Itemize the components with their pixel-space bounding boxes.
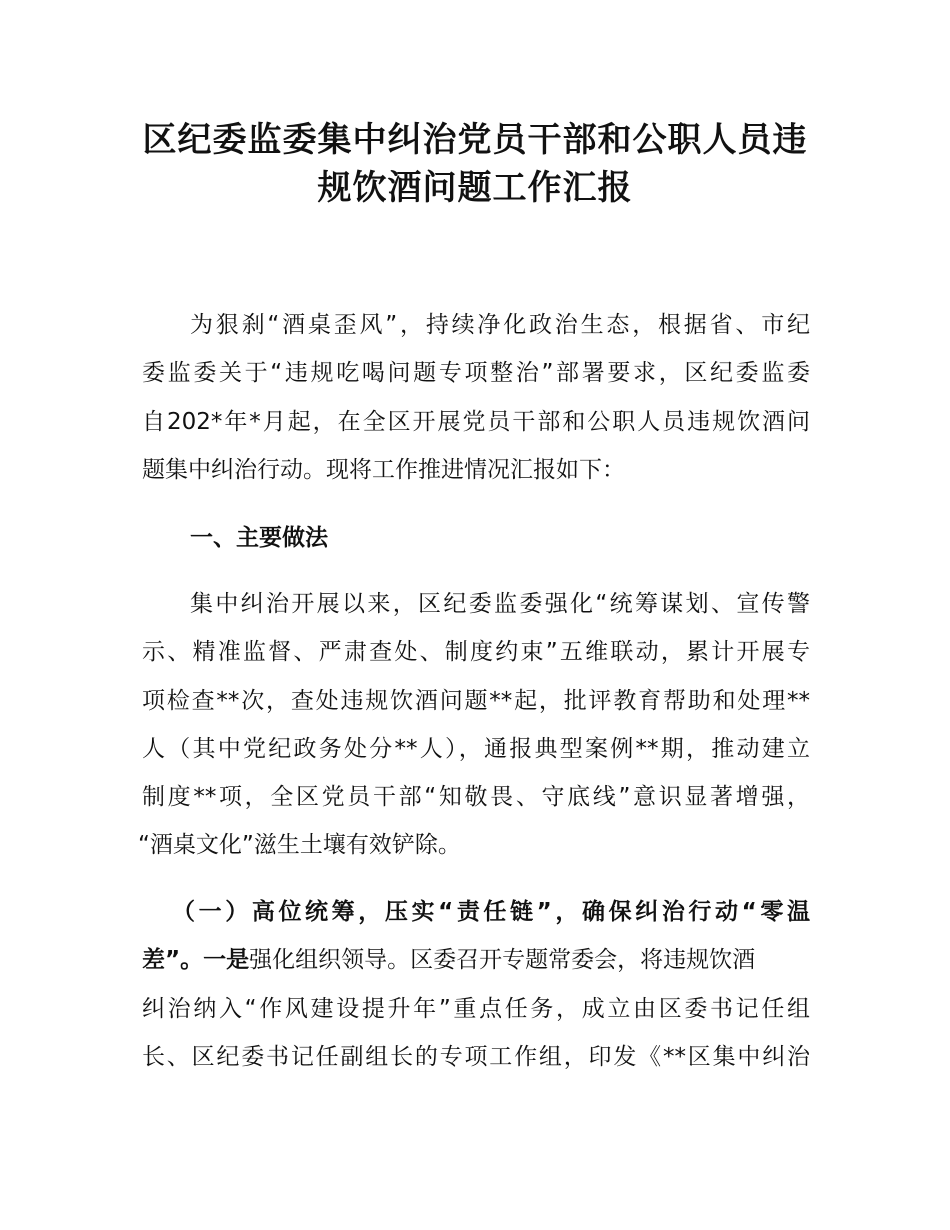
intro-line-3: 自202*年*月起，在全区开展党员干部和公职人员违规饮酒问 [142, 409, 810, 435]
subsection-line-2-text: 强化组织领导。区委召开专题常委会，将违规饮酒 [249, 947, 756, 973]
intro-line-2: 委监委关于“违规吃喝问题专项整治”部署要求，区纪委监委 [142, 360, 810, 386]
section-para-line-3: 项检查**次，查处违规饮酒问题**起，批评教育帮助和处理** [142, 688, 810, 714]
section-para-line-2: 示、精准监督、严肃查处、制度约束”五维联动，累计开展专 [142, 639, 810, 665]
intro-line-1: 为狠刹“酒桌歪风”，持续净化政治生态，根据省、市纪 [190, 312, 810, 338]
subsection-heading-line-1: （一）高位统筹，压实“责任链”，确保纠治行动“零温 [172, 899, 810, 925]
subsection-heading-end: 差”。 [142, 947, 204, 973]
section-para-line-5: 制度**项，全区党员干部“知敬畏、守底线”意识显著增强， [142, 784, 810, 810]
point-label: 一是 [203, 947, 250, 973]
subsection-line-3: 纠治纳入“作风建设提升年”重点任务，成立由区委书记任组 [142, 996, 810, 1022]
section-para-line-6: “酒桌文化”滋生土壤有效铲除。 [138, 832, 461, 858]
section-heading: 一、主要做法 [190, 525, 328, 551]
document-title-line-1: 区纪委监委集中纠治党员干部和公职人员违 [142, 120, 808, 160]
intro-line-4: 题集中纠治行动。现将工作推进情况汇报如下： [142, 457, 625, 483]
subsection-line-2 [142, 936, 810, 984]
section-para-line-4: 人（其中党纪政务处分**人），通报典型案例**期，推动建立 [142, 736, 810, 762]
section-para-line-1: 集中纠治开展以来，区纪委监委强化“统筹谋划、宣传警 [190, 591, 810, 617]
subsection-line-4: 长、区纪委书记任副组长的专项工作组，印发《**区集中纠治 [142, 1044, 810, 1070]
document-title-line-2: 规饮酒问题工作汇报 [317, 168, 633, 208]
